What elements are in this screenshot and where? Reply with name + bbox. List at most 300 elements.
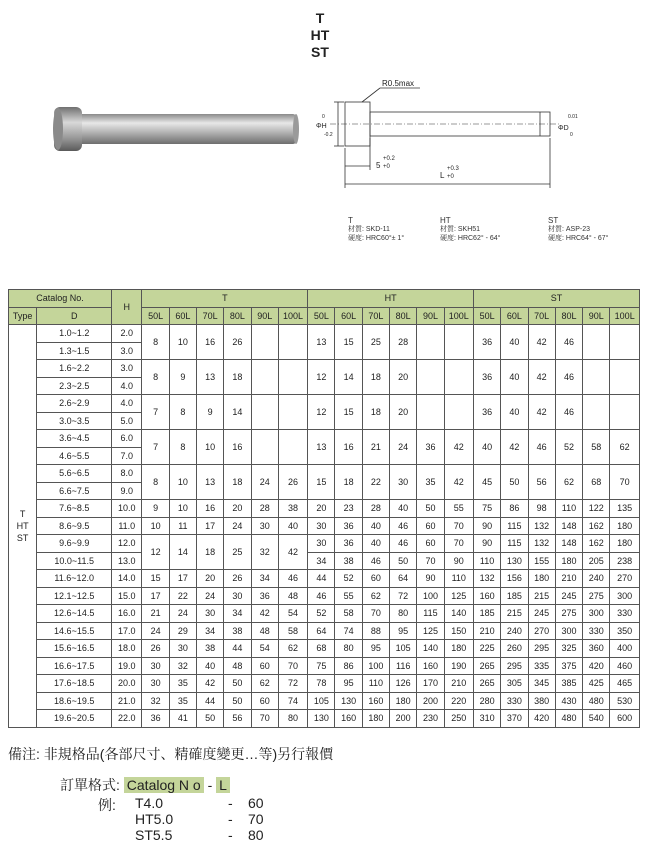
- price-ht-cell: 30: [308, 535, 335, 553]
- diameter-cell: 3.6~4.5: [37, 430, 112, 448]
- price-t-cell: 62: [278, 640, 307, 658]
- price-ht-cell: 90: [417, 570, 444, 588]
- price-ht-cell: 230: [417, 710, 444, 728]
- price-st-cell: 300: [583, 605, 610, 623]
- spec-table: [8, 289, 640, 728]
- price-ht-cell: 80: [390, 605, 417, 623]
- price-st-cell: 180: [610, 535, 640, 553]
- length-header: 50L: [308, 307, 335, 325]
- diameter-cell: 15.6~16.5: [37, 640, 112, 658]
- price-t-cell: [278, 430, 307, 465]
- table-row: [9, 675, 640, 693]
- price-ht-cell: 110: [444, 570, 473, 588]
- price-t-cell: 13: [197, 360, 224, 395]
- price-ht-cell: [417, 325, 444, 360]
- price-t-cell: [251, 395, 278, 430]
- price-ht-cell: 130: [335, 692, 362, 710]
- price-ht-cell: 46: [390, 535, 417, 553]
- price-ht-cell: 46: [362, 552, 389, 570]
- price-t-cell: 35: [169, 692, 196, 710]
- price-st-cell: 385: [555, 675, 582, 693]
- price-st-cell: 275: [583, 587, 610, 605]
- price-st-cell: 310: [473, 710, 500, 728]
- price-t-cell: 36: [142, 710, 169, 728]
- length-header: 80L: [224, 307, 251, 325]
- price-t-cell: 34: [251, 570, 278, 588]
- price-t-cell: 62: [251, 675, 278, 693]
- price-st-cell: 132: [528, 535, 555, 553]
- table-row: [9, 430, 640, 448]
- price-st-cell: 40: [501, 395, 528, 430]
- price-ht-cell: 21: [362, 430, 389, 465]
- h-tol-up: 0: [322, 114, 325, 120]
- price-ht-cell: 74: [335, 622, 362, 640]
- price-t-cell: 36: [251, 587, 278, 605]
- price-ht-cell: 95: [362, 640, 389, 658]
- price-ht-cell: 13: [308, 430, 335, 465]
- price-t-cell: 10: [169, 465, 196, 500]
- price-st-cell: 62: [610, 430, 640, 465]
- diameter-cell: 14.6~15.5: [37, 622, 112, 640]
- price-st-cell: 330: [610, 605, 640, 623]
- price-st-cell: 70: [610, 465, 640, 500]
- price-t-cell: 50: [197, 710, 224, 728]
- price-ht-cell: 13: [308, 325, 335, 360]
- price-st-cell: 305: [501, 675, 528, 693]
- price-ht-cell: 160: [417, 657, 444, 675]
- price-t-cell: 50: [224, 692, 251, 710]
- price-st-cell: 46: [528, 430, 555, 465]
- price-t-cell: 24: [197, 587, 224, 605]
- price-st-cell: 350: [610, 622, 640, 640]
- price-ht-cell: 68: [308, 640, 335, 658]
- price-ht-cell: 36: [417, 430, 444, 465]
- price-ht-cell: 86: [335, 657, 362, 675]
- length-header: 100L: [610, 307, 640, 325]
- price-t-cell: 38: [197, 640, 224, 658]
- diameter-cell: 18.6~19.5: [37, 692, 112, 710]
- price-ht-cell: 88: [362, 622, 389, 640]
- diameter-cell: 1.3~1.5: [37, 342, 112, 360]
- price-t-cell: [278, 325, 307, 360]
- price-st-cell: 240: [583, 570, 610, 588]
- order-format: [60, 775, 230, 795]
- price-st-cell: 42: [501, 430, 528, 465]
- example-code: T4.0: [135, 795, 164, 811]
- price-st-cell: 62: [555, 465, 582, 500]
- price-ht-cell: 160: [335, 710, 362, 728]
- order-format-label: 訂單格式:: [60, 777, 120, 793]
- length-header: 70L: [197, 307, 224, 325]
- price-st-cell: 270: [528, 622, 555, 640]
- price-st-cell: [610, 395, 640, 430]
- price-t-cell: 48: [278, 587, 307, 605]
- price-ht-cell: 60: [417, 535, 444, 553]
- price-st-cell: 75: [473, 500, 500, 518]
- example-code: HT5.0: [135, 811, 174, 827]
- price-t-cell: [278, 360, 307, 395]
- price-st-cell: 132: [473, 570, 500, 588]
- price-t-cell: 80: [278, 710, 307, 728]
- type-t: T: [315, 10, 325, 26]
- price-t-cell: 9: [142, 500, 169, 518]
- price-st-cell: 40: [501, 360, 528, 395]
- type-ht: HT: [310, 27, 330, 43]
- price-t-cell: 32: [251, 535, 278, 570]
- length-header: 100L: [444, 307, 473, 325]
- diameter-cell: 17.6~18.5: [37, 675, 112, 693]
- price-t-cell: 24: [251, 465, 278, 500]
- price-ht-cell: 15: [308, 465, 335, 500]
- price-t-cell: 42: [278, 535, 307, 570]
- group-ht-header: HT: [308, 290, 474, 308]
- diameter-cell: 5.6~6.5: [37, 465, 112, 483]
- price-ht-cell: 25: [362, 325, 389, 360]
- price-st-cell: 210: [555, 570, 582, 588]
- diameter-cell: 7.6~8.5: [37, 500, 112, 518]
- price-st-cell: 380: [528, 692, 555, 710]
- price-ht-cell: 40: [362, 535, 389, 553]
- length-header: 90L: [417, 307, 444, 325]
- price-ht-cell: 180: [362, 710, 389, 728]
- length-header: 60L: [501, 307, 528, 325]
- price-st-cell: 300: [610, 587, 640, 605]
- price-ht-cell: 75: [308, 657, 335, 675]
- price-t-cell: 72: [278, 675, 307, 693]
- price-ht-cell: 50: [390, 552, 417, 570]
- price-st-cell: [583, 360, 610, 395]
- table-row: [9, 552, 640, 570]
- price-t-cell: 74: [278, 692, 307, 710]
- price-t-cell: 44: [197, 692, 224, 710]
- price-t-cell: 17: [142, 587, 169, 605]
- example-dash: -: [228, 795, 233, 811]
- price-ht-cell: 40: [362, 517, 389, 535]
- price-ht-cell: [417, 395, 444, 430]
- price-t-cell: 14: [224, 395, 251, 430]
- price-t-cell: [251, 430, 278, 465]
- price-ht-cell: 130: [308, 710, 335, 728]
- diameter-cell: 1.0~1.2: [37, 325, 112, 343]
- head-cell: 13.0: [112, 552, 142, 570]
- price-st-cell: 45: [473, 465, 500, 500]
- radius-label: R0.5max: [382, 80, 415, 88]
- price-ht-cell: 15: [335, 325, 362, 360]
- price-st-cell: 540: [583, 710, 610, 728]
- price-st-cell: 135: [610, 500, 640, 518]
- type-heading: [300, 10, 340, 61]
- table-row: [9, 605, 640, 623]
- price-st-cell: 215: [528, 587, 555, 605]
- price-st-cell: 260: [501, 640, 528, 658]
- price-t-cell: 22: [169, 587, 196, 605]
- diameter-cell: 8.6~9.5: [37, 517, 112, 535]
- price-st-cell: 160: [473, 587, 500, 605]
- price-st-cell: 480: [555, 710, 582, 728]
- length-header: 80L: [555, 307, 582, 325]
- price-st-cell: 52: [555, 430, 582, 465]
- price-ht-cell: 64: [390, 570, 417, 588]
- price-t-cell: 30: [224, 587, 251, 605]
- price-t-cell: 10: [169, 500, 196, 518]
- price-ht-cell: 55: [444, 500, 473, 518]
- price-t-cell: 26: [224, 570, 251, 588]
- price-st-cell: 46: [555, 360, 582, 395]
- length-header: 70L: [528, 307, 555, 325]
- price-t-cell: 56: [224, 710, 251, 728]
- price-st-cell: 185: [473, 605, 500, 623]
- price-ht-cell: 36: [335, 517, 362, 535]
- price-t-cell: 42: [197, 675, 224, 693]
- price-t-cell: 30: [197, 605, 224, 623]
- length-header: 90L: [583, 307, 610, 325]
- price-ht-cell: 24: [390, 430, 417, 465]
- price-t-cell: 32: [142, 692, 169, 710]
- price-st-cell: 370: [501, 710, 528, 728]
- example-length: 80: [248, 827, 264, 843]
- price-ht-cell: 70: [362, 605, 389, 623]
- type-st: ST: [311, 44, 329, 60]
- diameter-cell: 6.6~7.5: [37, 482, 112, 500]
- price-ht-cell: 125: [417, 622, 444, 640]
- price-t-cell: [278, 395, 307, 430]
- price-ht-cell: 116: [390, 657, 417, 675]
- price-t-cell: 9: [169, 360, 196, 395]
- price-st-cell: 58: [583, 430, 610, 465]
- price-t-cell: 14: [169, 535, 196, 570]
- price-t-cell: 26: [224, 325, 251, 360]
- price-st-cell: 245: [555, 587, 582, 605]
- table-row: [9, 640, 640, 658]
- head-length-label: 5: [376, 161, 381, 170]
- diameter-cell: 11.6~12.0: [37, 570, 112, 588]
- table-row: [9, 360, 640, 378]
- material-st: ST 材質: ASP-23 硬度: HRC64° - 67°: [548, 216, 609, 242]
- head-cell: 2.0: [112, 325, 142, 343]
- price-ht-cell: 115: [417, 605, 444, 623]
- price-st-cell: 86: [501, 500, 528, 518]
- price-ht-cell: 60: [417, 517, 444, 535]
- price-st-cell: 225: [473, 640, 500, 658]
- head-cell: 16.0: [112, 605, 142, 623]
- type-header: Type: [9, 307, 37, 325]
- price-t-cell: 28: [251, 500, 278, 518]
- price-st-cell: 40: [501, 325, 528, 360]
- h-dim-label: ΦH: [316, 123, 327, 130]
- price-t-cell: 7: [142, 430, 169, 465]
- table-row: [9, 325, 640, 343]
- diameter-cell: 9.6~9.9: [37, 535, 112, 553]
- diameter-cell: 19.6~20.5: [37, 710, 112, 728]
- price-ht-cell: 190: [444, 657, 473, 675]
- price-ht-cell: 200: [417, 692, 444, 710]
- price-t-cell: 34: [197, 622, 224, 640]
- price-st-cell: 295: [501, 657, 528, 675]
- length-header: 80L: [390, 307, 417, 325]
- price-t-cell: 13: [197, 465, 224, 500]
- price-st-cell: 155: [528, 552, 555, 570]
- type-cell: T HT ST: [9, 325, 37, 728]
- price-ht-cell: 34: [308, 552, 335, 570]
- catalog-no-header: Catalog No.: [9, 290, 112, 308]
- price-t-cell: 18: [224, 465, 251, 500]
- price-t-cell: 26: [142, 640, 169, 658]
- head-cell: 4.0: [112, 395, 142, 413]
- length-label: L: [440, 171, 445, 180]
- price-t-cell: 24: [224, 517, 251, 535]
- head-cell: 10.0: [112, 500, 142, 518]
- price-st-cell: 180: [528, 570, 555, 588]
- price-ht-cell: 22: [362, 465, 389, 500]
- price-ht-cell: 150: [444, 622, 473, 640]
- price-st-cell: 265: [473, 675, 500, 693]
- price-t-cell: 16: [197, 500, 224, 518]
- price-ht-cell: 30: [390, 465, 417, 500]
- price-t-cell: 18: [224, 360, 251, 395]
- price-t-cell: 25: [224, 535, 251, 570]
- price-st-cell: 90: [473, 517, 500, 535]
- price-t-cell: 8: [169, 430, 196, 465]
- price-st-cell: 56: [528, 465, 555, 500]
- table-row: [9, 517, 640, 535]
- group-st-header: ST: [473, 290, 639, 308]
- price-st-cell: 210: [473, 622, 500, 640]
- head-tol-up: +0.2: [383, 156, 395, 162]
- price-ht-cell: 18: [362, 395, 389, 430]
- length-header: 70L: [362, 307, 389, 325]
- price-t-cell: 8: [169, 395, 196, 430]
- price-st-cell: 265: [473, 657, 500, 675]
- price-st-cell: 600: [610, 710, 640, 728]
- price-ht-cell: 52: [335, 570, 362, 588]
- price-st-cell: 148: [555, 535, 582, 553]
- price-ht-cell: 28: [362, 500, 389, 518]
- head-cell: 3.0: [112, 342, 142, 360]
- table-row: [9, 692, 640, 710]
- price-ht-cell: [417, 360, 444, 395]
- price-ht-cell: 16: [335, 430, 362, 465]
- price-st-cell: 180: [610, 517, 640, 535]
- price-ht-cell: 20: [390, 395, 417, 430]
- table-row: [9, 710, 640, 728]
- length-header: 100L: [278, 307, 307, 325]
- price-st-cell: 530: [610, 692, 640, 710]
- price-st-cell: 162: [583, 535, 610, 553]
- price-t-cell: 46: [278, 570, 307, 588]
- diameter-cell: 3.0~3.5: [37, 412, 112, 430]
- price-st-cell: 430: [555, 692, 582, 710]
- price-st-cell: 360: [583, 640, 610, 658]
- price-st-cell: 42: [528, 360, 555, 395]
- price-ht-cell: 46: [390, 517, 417, 535]
- price-t-cell: 60: [251, 692, 278, 710]
- price-st-cell: 330: [583, 622, 610, 640]
- diameter-cell: 10.0~11.5: [37, 552, 112, 570]
- head-cell: 7.0: [112, 447, 142, 465]
- price-st-cell: 156: [501, 570, 528, 588]
- price-st-cell: 42: [528, 325, 555, 360]
- head-tol-low: +0: [383, 164, 390, 170]
- price-st-cell: 110: [555, 500, 582, 518]
- price-t-cell: 30: [142, 657, 169, 675]
- price-ht-cell: 140: [444, 605, 473, 623]
- head-cell: 19.0: [112, 657, 142, 675]
- price-st-cell: 46: [555, 325, 582, 360]
- price-st-cell: 325: [555, 640, 582, 658]
- head-cell: 21.0: [112, 692, 142, 710]
- example-label: 例:: [98, 797, 116, 813]
- example-length: 60: [248, 795, 264, 811]
- price-ht-cell: 95: [335, 675, 362, 693]
- price-t-cell: 10: [197, 430, 224, 465]
- price-st-cell: 280: [473, 692, 500, 710]
- price-ht-cell: 62: [362, 587, 389, 605]
- length-header: 50L: [473, 307, 500, 325]
- diameter-cell: 12.6~14.5: [37, 605, 112, 623]
- length-tol-low: +0: [447, 174, 454, 180]
- price-st-cell: 295: [528, 640, 555, 658]
- price-ht-cell: 23: [335, 500, 362, 518]
- price-t-cell: 60: [251, 657, 278, 675]
- price-st-cell: [583, 395, 610, 430]
- price-st-cell: 36: [473, 395, 500, 430]
- price-t-cell: 42: [251, 605, 278, 623]
- price-st-cell: 420: [528, 710, 555, 728]
- pin-dimension-drawing: [300, 80, 600, 195]
- price-ht-cell: 140: [417, 640, 444, 658]
- ejector-pin-photo: [50, 100, 300, 160]
- head-cell: 6.0: [112, 430, 142, 448]
- price-st-cell: 162: [583, 517, 610, 535]
- price-ht-cell: 12: [308, 395, 335, 430]
- price-ht-cell: 72: [390, 587, 417, 605]
- price-st-cell: 36: [473, 325, 500, 360]
- price-ht-cell: 18: [362, 360, 389, 395]
- length-header: 60L: [169, 307, 196, 325]
- diameter-cell: 2.6~2.9: [37, 395, 112, 413]
- price-t-cell: 20: [224, 500, 251, 518]
- price-st-cell: 240: [501, 622, 528, 640]
- price-t-cell: 38: [224, 622, 251, 640]
- price-t-cell: 44: [224, 640, 251, 658]
- price-t-cell: [251, 325, 278, 360]
- price-ht-cell: 80: [335, 640, 362, 658]
- price-t-cell: 34: [224, 605, 251, 623]
- price-t-cell: 9: [197, 395, 224, 430]
- price-t-cell: 10: [169, 325, 196, 360]
- remark-note: 備注: 非規格品(各部尺寸、精確度變更…等)另行報價: [8, 746, 334, 762]
- length-tol-up: +0.3: [447, 166, 459, 172]
- price-st-cell: 50: [501, 465, 528, 500]
- price-t-cell: 17: [169, 570, 196, 588]
- head-cell: 9.0: [112, 482, 142, 500]
- d-tol-low: 0: [570, 132, 573, 138]
- price-ht-cell: 70: [444, 517, 473, 535]
- price-st-cell: 132: [528, 517, 555, 535]
- length-header: 90L: [251, 307, 278, 325]
- example-dash: -: [228, 811, 233, 827]
- price-ht-cell: 20: [390, 360, 417, 395]
- price-t-cell: [251, 360, 278, 395]
- price-t-cell: 70: [251, 710, 278, 728]
- price-t-cell: 32: [169, 657, 196, 675]
- price-st-cell: 375: [555, 657, 582, 675]
- price-ht-cell: 90: [444, 552, 473, 570]
- price-st-cell: 115: [501, 535, 528, 553]
- order-catalog: Catalog N o: [124, 777, 204, 793]
- table-row: [9, 570, 640, 588]
- order-dash: -: [207, 777, 213, 793]
